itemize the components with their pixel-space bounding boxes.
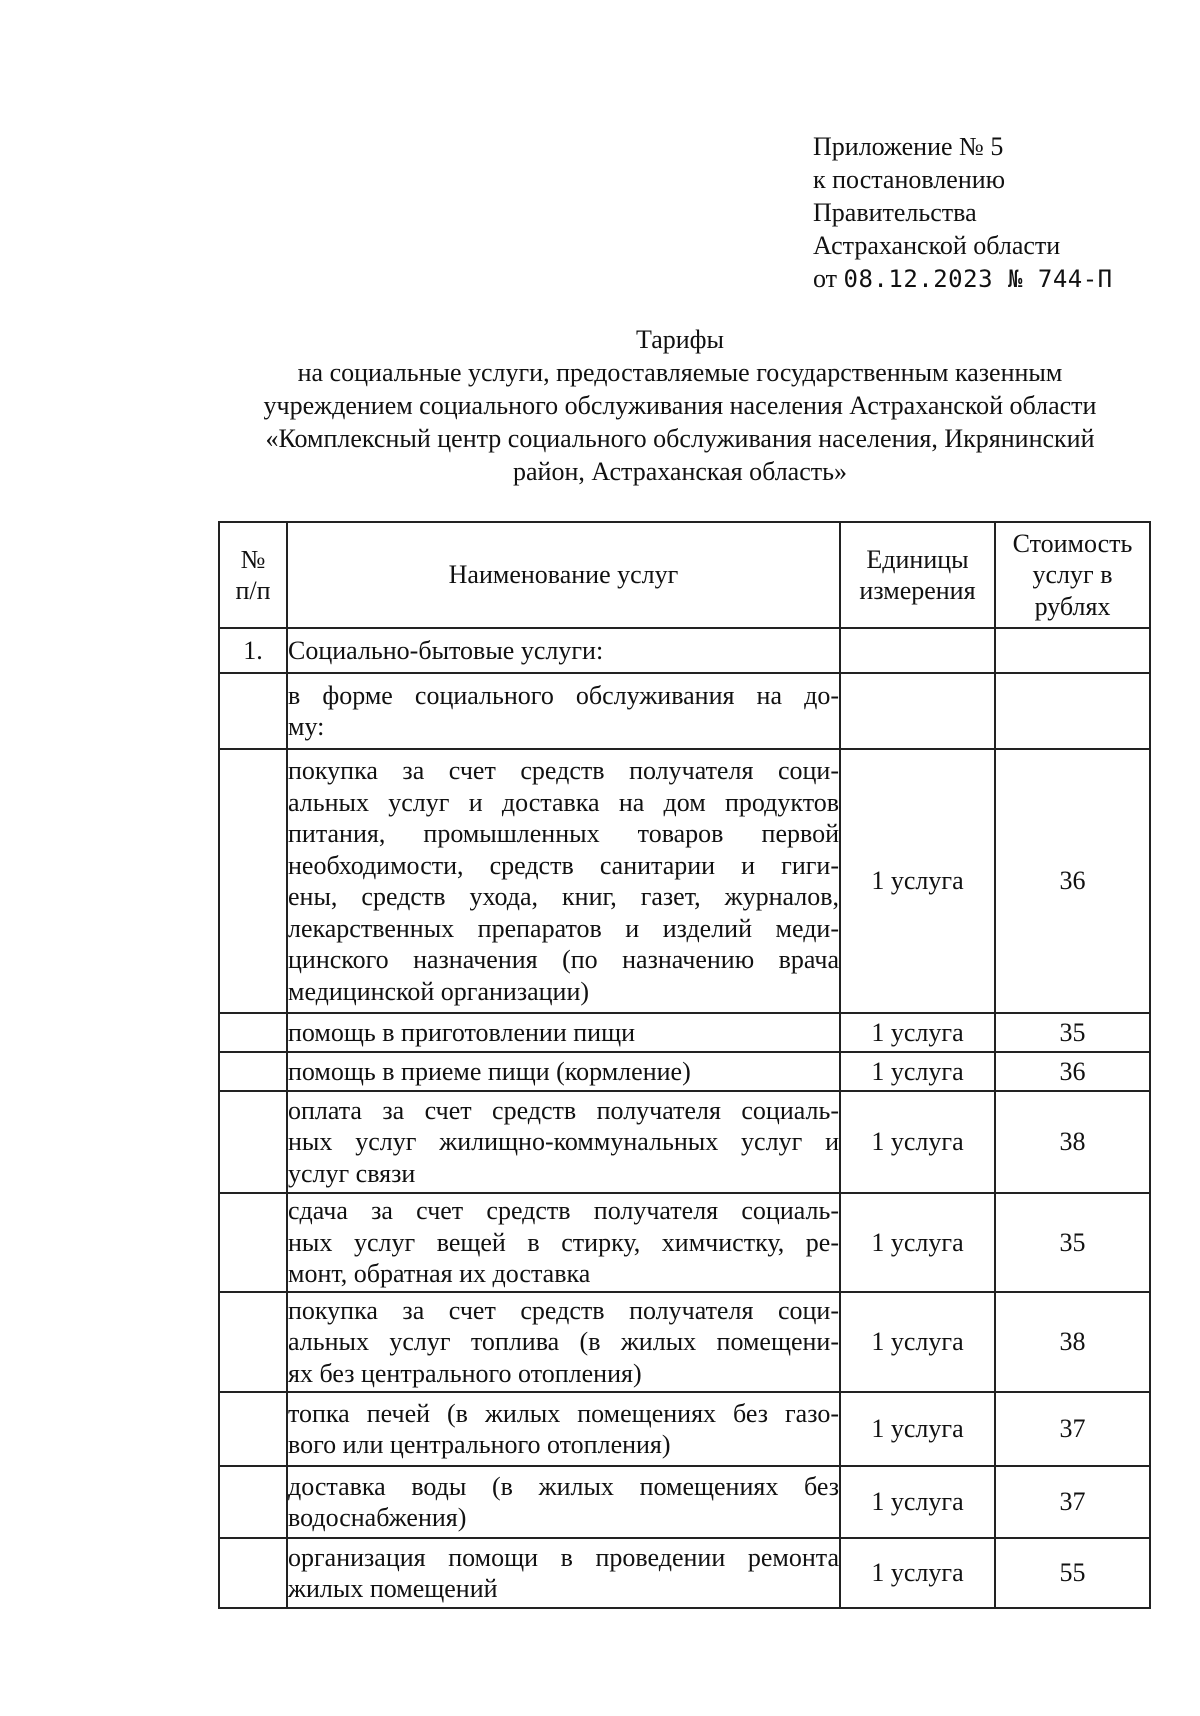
table-row [219, 1538, 1150, 1608]
row-unit: 1 услуга [840, 1538, 995, 1608]
service-name-line: ных услуг жилищно-коммунальных услуг и [288, 1127, 839, 1157]
table-section-row [219, 628, 1150, 673]
header-number [219, 522, 287, 628]
subsection-cost [995, 673, 1150, 749]
row-service-name [287, 1466, 840, 1538]
section-cost [995, 628, 1150, 673]
appendix-date-line [813, 262, 1113, 296]
service-name-line: медицинской организации) [288, 976, 590, 1006]
row-number [219, 1052, 287, 1091]
header-cost-line-1: Стоимость [1012, 528, 1133, 558]
appendix-reference [813, 130, 1113, 296]
row-service-name [287, 1193, 840, 1292]
subsection-line: му: [288, 712, 325, 741]
row-number [219, 1013, 287, 1052]
row-cost: 38 [995, 1292, 1150, 1392]
table-row [219, 1193, 1150, 1292]
service-name-line: ных услуг вещей в стирку, химчистку, ре- [288, 1227, 839, 1257]
row-number [219, 1466, 287, 1538]
row-service-name [287, 1538, 840, 1608]
header-cost-line-3: рублях [1034, 591, 1111, 621]
appendix-number: Приложение № 5 [813, 132, 1004, 161]
row-number [219, 1538, 287, 1608]
service-name-line: лекарственных препаратов и изделий меди- [288, 913, 839, 943]
header-service-name-text: Наименование услуг [448, 560, 679, 590]
service-name-line: помощь в приготовлении пищи [288, 1017, 636, 1047]
service-name-line: услуг связи [288, 1158, 416, 1188]
service-name-line: цинского назначения (по назначению врача [288, 945, 839, 974]
table-subsection-row [219, 673, 1150, 749]
service-name-line: организация помощи в проведении ремонта [288, 1542, 839, 1572]
row-service-name [287, 1091, 840, 1193]
document-title [200, 323, 1160, 488]
row-number [219, 1193, 287, 1292]
table-row [219, 1466, 1150, 1538]
table-header-row [219, 522, 1150, 628]
service-name-line: альных услуг топлива (в жилых помещени- [288, 1327, 839, 1357]
service-name-line: доставка воды (в жилых помещениях без [288, 1471, 839, 1501]
row-cost: 35 [995, 1013, 1150, 1052]
appendix-date-prefix: от [813, 264, 838, 293]
section-unit [840, 628, 995, 673]
row-number [219, 1292, 287, 1392]
service-name-line: помощь в приеме пищи (кормление) [288, 1056, 691, 1086]
service-name-line: покупка за счет средств получателя соци- [288, 756, 839, 785]
service-name-line: водоснабжения) [288, 1503, 467, 1532]
header-number-sign: № [240, 544, 266, 574]
row-unit: 1 услуга [840, 1466, 995, 1538]
service-name-line: оплата за счет средств получателя социаль- [288, 1095, 839, 1125]
row-service-name [287, 1292, 840, 1392]
header-unit-line-1: Единицы [866, 544, 969, 574]
header-number-abbr: п/п [235, 576, 271, 605]
service-name-line: ены, средств ухода, книг, газет, журналов, [288, 882, 839, 911]
row-unit: 1 услуга [840, 1013, 995, 1052]
table-row [219, 1292, 1150, 1392]
row-cost: 37 [995, 1392, 1150, 1466]
table-row [219, 1052, 1150, 1091]
table-row [219, 1013, 1150, 1052]
title-line-2: учреждением социального обслуживания населения Астраханской области [263, 391, 1097, 420]
header-cost [995, 522, 1150, 628]
section-name-text: Социально-бытовые услуги: [288, 635, 604, 665]
section-name [287, 628, 840, 673]
service-name-line: топка печей (в жилых помещениях без газо- [288, 1398, 839, 1428]
service-name-line: необходимости, средств санитарии и гиги- [288, 850, 839, 880]
service-name-line: ях без центрального отопления) [288, 1358, 642, 1388]
appendix-region: Астраханской области [813, 231, 1061, 260]
appendix-government: Правительства [813, 198, 977, 227]
service-name-line: покупка за счет средств получателя соци- [288, 1295, 839, 1325]
header-unit-line-2: измерения [859, 576, 976, 605]
row-cost: 35 [995, 1193, 1150, 1292]
title-line-1: на социальные услуги, предоставляемые государственным казенным [297, 358, 1063, 387]
appendix-resolution: к постановлению [813, 165, 1006, 194]
subsection-unit [840, 673, 995, 749]
service-name-line: питания, промышленных товаров первой [288, 819, 839, 848]
row-service-name [287, 1392, 840, 1466]
row-number [219, 749, 287, 1013]
row-service-name [287, 1013, 840, 1052]
title-heading: Тарифы [635, 325, 724, 354]
title-line-4: район, Астраханская область» [512, 457, 847, 486]
service-name-line: вого или центрального отопления) [288, 1430, 671, 1459]
row-unit: 1 услуга [840, 1193, 995, 1292]
title-line-3: «Комплексный центр социального обслуживания населения, Икрянинский [265, 424, 1095, 453]
section-number: 1. [219, 628, 287, 673]
header-service-name [287, 522, 840, 628]
service-name-line: сдача за счет средств получателя социаль- [288, 1196, 839, 1226]
service-name-line: монт, обратная их доставка [288, 1259, 591, 1289]
row-cost: 36 [995, 1052, 1150, 1091]
row-number [219, 1091, 287, 1193]
row-service-name [287, 1052, 840, 1091]
service-name-line: альных услуг и доставка на дом продуктов [288, 787, 839, 817]
header-cost-line-2: услуг в [1032, 560, 1113, 590]
appendix-date-number: 08.12.2023 № 744-П [843, 265, 1113, 293]
subsection-number [219, 673, 287, 749]
row-unit: 1 услуга [840, 1392, 995, 1466]
row-unit: 1 услуга [840, 1091, 995, 1193]
tariffs-table [218, 521, 1151, 1609]
row-unit: 1 услуга [840, 1052, 995, 1091]
table-row [219, 1091, 1150, 1193]
header-unit [840, 522, 995, 628]
subsection-line: в форме социального обслуживания на до- [288, 680, 839, 710]
row-cost: 36 [995, 749, 1150, 1013]
row-number [219, 1392, 287, 1466]
service-name-line: жилых помещений [288, 1574, 498, 1603]
subsection-name [287, 673, 840, 749]
table-row [219, 1392, 1150, 1466]
row-unit: 1 услуга [840, 1292, 995, 1392]
row-cost: 55 [995, 1538, 1150, 1608]
row-cost: 37 [995, 1466, 1150, 1538]
row-service-name [287, 749, 840, 1013]
row-cost: 38 [995, 1091, 1150, 1193]
table-row [219, 749, 1150, 1013]
row-unit: 1 услуга [840, 749, 995, 1013]
